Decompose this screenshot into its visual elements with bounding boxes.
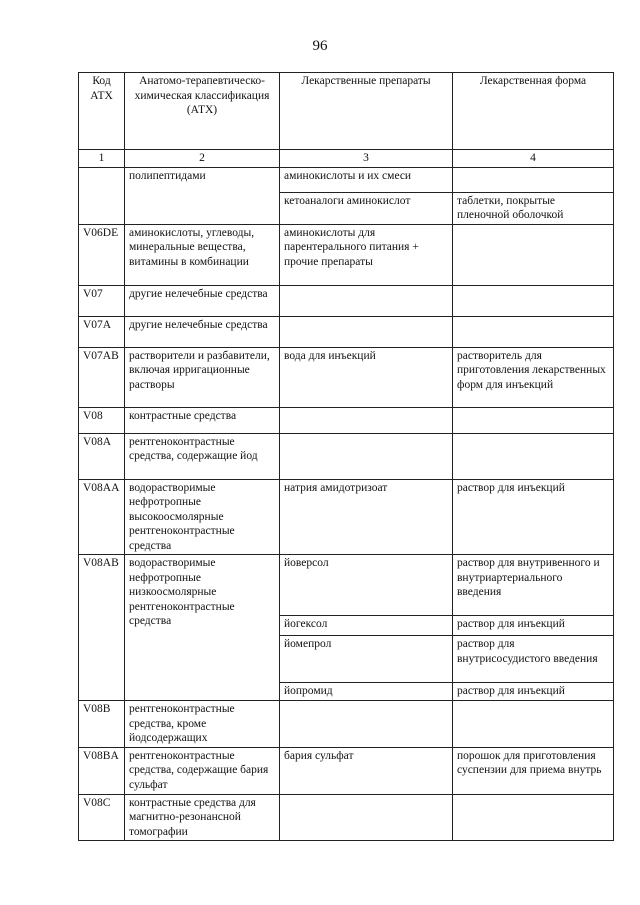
atx-table [78,72,614,841]
header-form: Лекарственная форма [453,73,614,150]
table-row [79,347,614,407]
drug-cell: аминокислоты и их смеси [280,167,453,192]
code-cell: V07 [79,285,125,316]
drug-cell: йомепрол [280,636,453,683]
code-cell: V06DE [79,224,125,285]
classification-cell: другие нелечебные средства [125,316,280,347]
table-row [79,555,614,616]
form-cell: растворитель для приготовления лекарственных форм для инъекций [453,347,614,407]
table-row [79,433,614,479]
form-cell [453,285,614,316]
form-cell [453,794,614,841]
drug-cell: йоверсол [280,555,453,616]
classification-cell: контрастные средства для магнитно-резонансной томографии [125,794,280,841]
classification-cell: рентгеноконтрастные средства, содержащие йод [125,433,280,479]
table-row [79,747,614,794]
code-cell: V08C [79,794,125,841]
code-cell: V08 [79,407,125,433]
form-cell: раствор для инъекций [453,479,614,555]
table-row [79,224,614,285]
form-cell: порошок для приготовления суспензии для приема внутрь [453,747,614,794]
code-cell: V07A [79,316,125,347]
table-header-row [79,73,614,150]
code-cell: V08AB [79,555,125,701]
form-cell: таблетки, покрытые пленочной оболочкой [453,192,614,224]
drug-cell [280,285,453,316]
form-cell [453,316,614,347]
code-cell: V07AB [79,347,125,407]
form-cell [453,167,614,192]
drug-cell: йогексол [280,616,453,636]
table-row [79,285,614,316]
form-cell: раствор для инъекций [453,683,614,701]
form-cell: раствор для инъекций [453,616,614,636]
header-classification: Анатомо-терапевтическо-химическая классификация (АТХ) [125,73,280,150]
form-cell [453,433,614,479]
col-number: 3 [280,150,453,168]
drug-cell: бария сульфат [280,747,453,794]
form-cell [453,224,614,285]
column-number-row [79,150,614,168]
drug-cell: йопромид [280,683,453,701]
classification-cell: контрастные средства [125,407,280,433]
drug-cell: натрия амидотризоат [280,479,453,555]
classification-cell: другие нелечебные средства [125,285,280,316]
form-cell: раствор для внутривенного и внутриартериального введения [453,555,614,616]
drug-cell: вода для инъекций [280,347,453,407]
drug-cell [280,433,453,479]
classification-cell: водорастворимые нефротропные низкоосмолярные рентгеноконтрастные средства [125,555,280,701]
classification-cell: рентгеноконтрастные средства, кроме йодсодержащих [125,701,280,748]
classification-cell: полипептидами [125,167,280,224]
col-number: 1 [79,150,125,168]
table-row [79,316,614,347]
table-row [79,701,614,748]
drug-cell: аминокислоты для парентерального питания + прочие препараты [280,224,453,285]
col-number: 4 [453,150,614,168]
table-row [79,407,614,433]
form-cell: раствор для внутрисосудистого введения [453,636,614,683]
drug-cell [280,794,453,841]
form-cell [453,407,614,433]
code-cell: V08BA [79,747,125,794]
drug-cell [280,407,453,433]
classification-cell: водорастворимые нефротропные высокоосмолярные рентгеноконтрастные средства [125,479,280,555]
drug-cell [280,701,453,748]
table-row [79,167,614,192]
classification-cell: рентгеноконтрастные средства, содержащие бария сульфат [125,747,280,794]
page-number: 96 [312,38,328,54]
drug-cell: кетоаналоги аминокислот [280,192,453,224]
form-cell [453,701,614,748]
header-drugs: Лекарственные препараты [280,73,453,150]
table-row [79,479,614,555]
code-cell [79,167,125,224]
drug-cell [280,316,453,347]
table-row [79,794,614,841]
col-number: 2 [125,150,280,168]
classification-cell: аминокислоты, углеводы, минеральные вещества, витамины в комбинации [125,224,280,285]
classification-cell: растворители и разбавители, включая ирригационные растворы [125,347,280,407]
code-cell: V08B [79,701,125,748]
header-code: Код АТХ [79,73,125,150]
code-cell: V08A [79,433,125,479]
code-cell: V08AA [79,479,125,555]
